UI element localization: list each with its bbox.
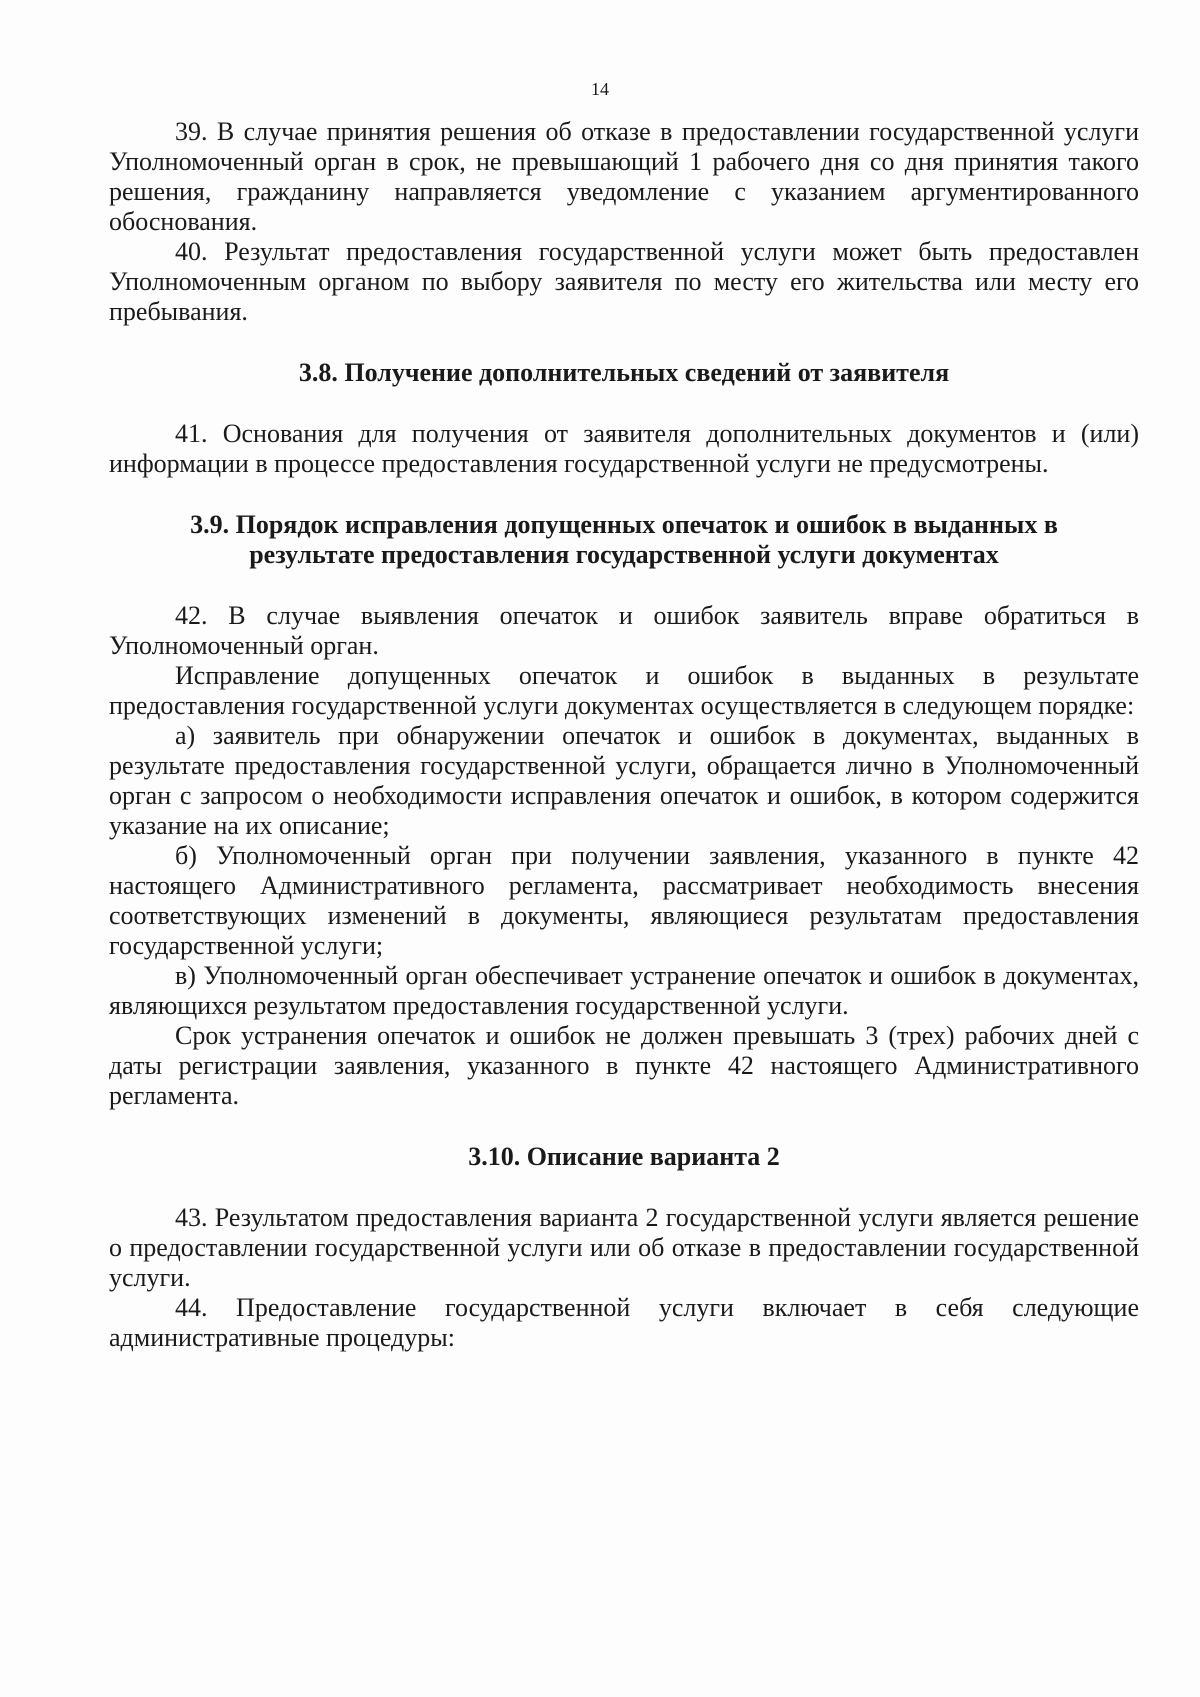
- paragraph-40: 40. Результат предоставления государственной услуги может быть предоставлен Уполномоченным органом по выбору заявителя по месту его жительства или месту его пребывания.: [109, 237, 1139, 326]
- paragraph-43: 43. Результатом предоставления варианта 2 государственной услуги является решение о предоставлении государственной услуги или об отказе в предоставлении государственной услуги.: [109, 1203, 1139, 1292]
- paragraph-42-item-b: б) Уполномоченный орган при получении заявления, указанного в пункте 42 настоящего Административного регламента, рассматривает необходимость внесения соответствующих изменений в документы, являющиеся результатам предоставления государственной услуги;: [109, 841, 1139, 960]
- paragraph-42-item-a: а) заявитель при обнаружении опечаток и ошибок в документах, выданных в результате предоставления государственной услуги, обращается лично в Уполномоченный орган с запросом о необходимости исправления опечаток и ошибок, в котором содержится указание на их описание;: [109, 721, 1139, 840]
- paragraph-44: 44. Предоставление государственной услуги включает в себя следующие административные процедуры:: [109, 1293, 1139, 1352]
- document-body: [109, 117, 1139, 1353]
- page-number: 14: [591, 79, 609, 99]
- section-heading-3-9: 3.9. Порядок исправления допущенных опечаток и ошибок в выданных в результате предоставления государственной услуги документах: [190, 510, 1058, 569]
- paragraph-42: 42. В случае выявления опечаток и ошибок заявитель вправе обратиться в Уполномоченный орган.: [109, 601, 1139, 660]
- paragraph-42-term: Срок устранения опечаток и ошибок не должен превышать 3 (трех) рабочих дней с даты регистрации заявления, указанного в пункте 42 настоящего Административного регламента.: [109, 1021, 1139, 1110]
- paragraph-42-item-v: в) Уполномоченный орган обеспечивает устранение опечаток и ошибок в документах, являющихся результатом предоставления государственной услуги.: [109, 961, 1139, 1020]
- section-heading-3-8: 3.8. Получение дополнительных сведений от заявителя: [298, 358, 950, 387]
- paragraph-39: 39. В случае принятия решения об отказе в предоставлении государственной услуги Уполномоченный орган в срок, не превышающий 1 рабочего дня со дня принятия такого решения, гражданину направляется уведомление с указанием аргументированного обоснования.: [109, 117, 1139, 236]
- paragraph-41: 41. Основания для получения от заявителя дополнительных документов и (или) информации в процессе предоставления государственной услуги не предусмотрены.: [109, 419, 1139, 478]
- section-heading-3-10: 3.10. Описание варианта 2: [468, 1142, 780, 1171]
- paragraph-42-intro: Исправление допущенных опечаток и ошибок в выданных в результате предоставления государственной услуги документах осуществляется в следующем порядке:: [109, 661, 1139, 720]
